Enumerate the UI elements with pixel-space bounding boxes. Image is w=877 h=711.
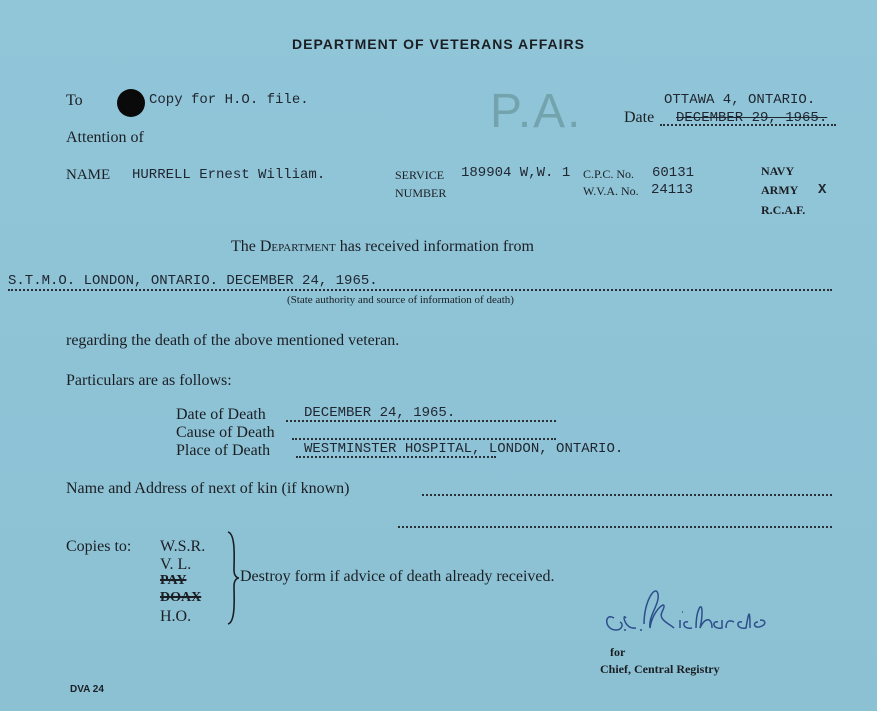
- source-dotted-line: [8, 289, 832, 291]
- place-of-death-label: Place of Death: [176, 442, 271, 459]
- next-of-kin-label: Name and Address of next of kin (if known): [66, 480, 350, 497]
- copy-item-vl: V. L.: [160, 556, 192, 573]
- cause-of-death-label: Cause of Death: [176, 424, 275, 441]
- received-dept: Department: [259, 238, 336, 255]
- signature-image: [596, 580, 796, 650]
- date-label: Date: [624, 109, 655, 126]
- service-label-1: SERVICE: [395, 168, 445, 182]
- copy-item-doax: DOAX: [160, 590, 202, 605]
- wva-label: W.V.A. No.: [583, 184, 639, 198]
- signature-for-label: for: [610, 645, 626, 659]
- copies-to-label: Copies to:: [66, 538, 132, 555]
- regarding-text: regarding the death of the above mentioned veteran.: [66, 332, 400, 349]
- service-label-2: NUMBER: [395, 186, 447, 200]
- copies-brace: [226, 530, 240, 626]
- next-of-kin-dotted-line-2: [398, 526, 832, 528]
- branch-army-mark: X: [818, 182, 827, 198]
- attention-label: Attention of: [66, 129, 144, 146]
- source-value: S.T.M.O. LONDON, ONTARIO. DECEMBER 24, 1965.: [8, 273, 378, 289]
- pa-stamp: P.A.: [490, 85, 583, 138]
- form-code: DVA 24: [70, 684, 104, 695]
- branch-navy: NAVY: [761, 164, 795, 178]
- date-of-death-label: Date of Death: [176, 406, 266, 423]
- source-caption: (State authority and source of information of death): [287, 294, 514, 306]
- branch-army: ARMY: [761, 183, 799, 197]
- cause-of-death-dotted-line: [292, 438, 556, 440]
- received-text-pre: The: [231, 238, 260, 255]
- particulars-text: Particulars are as follows:: [66, 372, 232, 389]
- service-number-value: 189904 W,W. 1: [461, 165, 571, 181]
- received-text-post: has received information from: [335, 238, 534, 255]
- next-of-kin-dotted-line-1: [422, 494, 832, 496]
- copy-item-wsr: W.S.R.: [160, 538, 206, 555]
- cpc-label: C.P.C. No.: [583, 167, 635, 181]
- signature-office: Chief, Central Registry: [600, 662, 720, 676]
- date-of-death-value: DECEMBER 24, 1965.: [304, 405, 456, 421]
- copy-for-ho-text: Copy for H.O. file.: [149, 92, 309, 108]
- place-of-death-value: WESTMINSTER HOSPITAL, LONDON, ONTARIO.: [304, 441, 624, 457]
- wva-value: 24113: [651, 182, 694, 198]
- form-title: DEPARTMENT OF VETERANS AFFAIRS: [292, 36, 585, 52]
- name-label: NAME: [66, 167, 111, 183]
- location-city: OTTAWA 4, ONTARIO.: [664, 92, 816, 108]
- branch-rcaf: R.C.A.F.: [761, 203, 806, 217]
- copy-item-ho: H.O.: [160, 608, 192, 625]
- date-value: DECEMBER 29, 1965.: [676, 110, 828, 126]
- received-info-line: [231, 238, 534, 256]
- copy-item-pay: PAY: [160, 573, 187, 588]
- punch-hole: [117, 89, 145, 117]
- destroy-note: Destroy form if advice of death already received.: [240, 568, 555, 585]
- to-label: To: [66, 92, 83, 109]
- cpc-value: 60131: [652, 165, 695, 181]
- name-value: HURRELL Ernest William.: [132, 167, 326, 183]
